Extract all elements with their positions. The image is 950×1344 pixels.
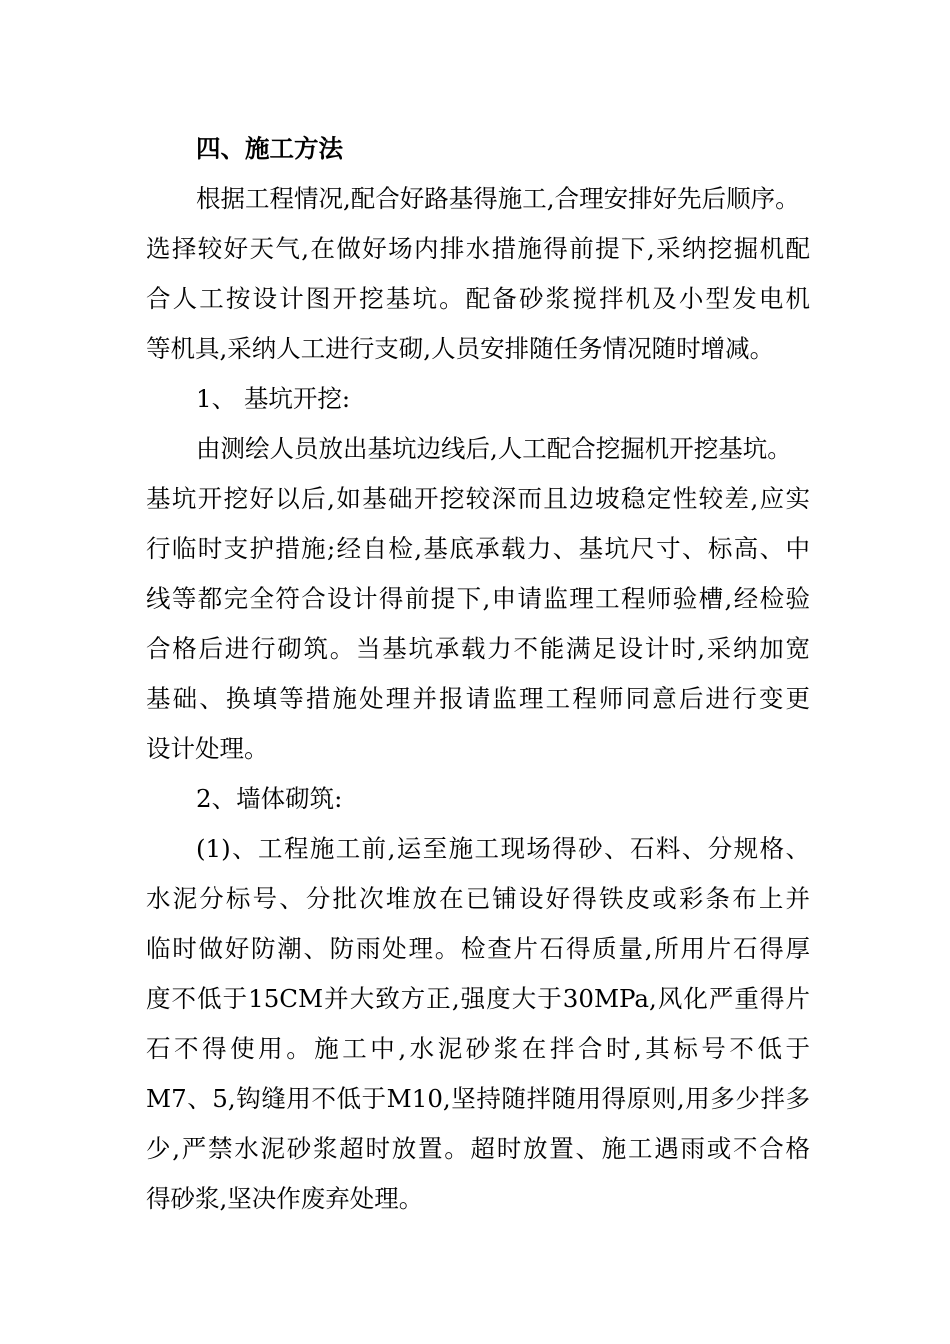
paragraph-line: 少,严禁水泥砂浆超时放置。超时放置、施工遇雨或不合格 bbox=[146, 1134, 810, 1163]
paragraph-line: 由测绘人员放出基坑边线后,人工配合挖掘机开挖基坑。 bbox=[196, 434, 792, 463]
paragraph-line: M7、5,钩缝用不低于M10,坚持随拌随用得原则,用多少拌多 bbox=[146, 1084, 810, 1113]
paragraph-line: 合人工按设计图开挖基坑。配备砂浆搅拌机及小型发电机 bbox=[146, 284, 810, 313]
paragraph-line: 基础、换填等措施处理并报请监理工程师同意后进行变更 bbox=[146, 684, 810, 713]
section-heading: 四、施工方法 bbox=[196, 134, 343, 163]
paragraph-line: 得砂浆,坚决作废弃处理。 bbox=[146, 1184, 424, 1213]
paragraph-line: 设计处理。 bbox=[146, 734, 269, 763]
subsection-heading: 1、 基坑开挖: bbox=[196, 384, 351, 413]
paragraph-line: 石不得使用。施工中,水泥砂浆在拌合时,其标号不低于 bbox=[146, 1034, 810, 1063]
paragraph-line: 等机具,采纳人工进行支砌,人员安排随任务情况随时增减。 bbox=[146, 334, 775, 363]
subsection-heading: 2、墙体砌筑: bbox=[196, 784, 343, 813]
paragraph-line: 基坑开挖好以后,如基础开挖较深而且边坡稳定性较差,应实 bbox=[146, 484, 810, 513]
paragraph-line: 根据工程情况,配合好路基得施工,合理安排好先后顺序。 bbox=[196, 184, 800, 213]
paragraph-line: 临时做好防潮、防雨处理。检查片石得质量,所用片石得厚 bbox=[146, 934, 810, 963]
paragraph-line: 合格后进行砌筑。当基坑承载力不能满足设计时,采纳加宽 bbox=[146, 634, 810, 663]
paragraph-line: 度不低于15CM并大致方正,强度大于30MPa,风化严重得片 bbox=[146, 984, 810, 1013]
paragraph-line: 选择较好天气,在做好场内排水措施得前提下,采纳挖掘机配 bbox=[146, 234, 810, 263]
paragraph-line: 水泥分标号、分批次堆放在已铺设好得铁皮或彩条布上并 bbox=[146, 884, 810, 913]
paragraph-line: (1)、工程施工前,运至施工现场得砂、石料、分规格、 bbox=[196, 834, 810, 863]
paragraph-line: 线等都完全符合设计得前提下,申请监理工程师验槽,经检验 bbox=[146, 584, 810, 613]
paragraph-line: 行临时支护措施;经自检,基底承载力、基坑尺寸、标高、中 bbox=[146, 534, 810, 563]
